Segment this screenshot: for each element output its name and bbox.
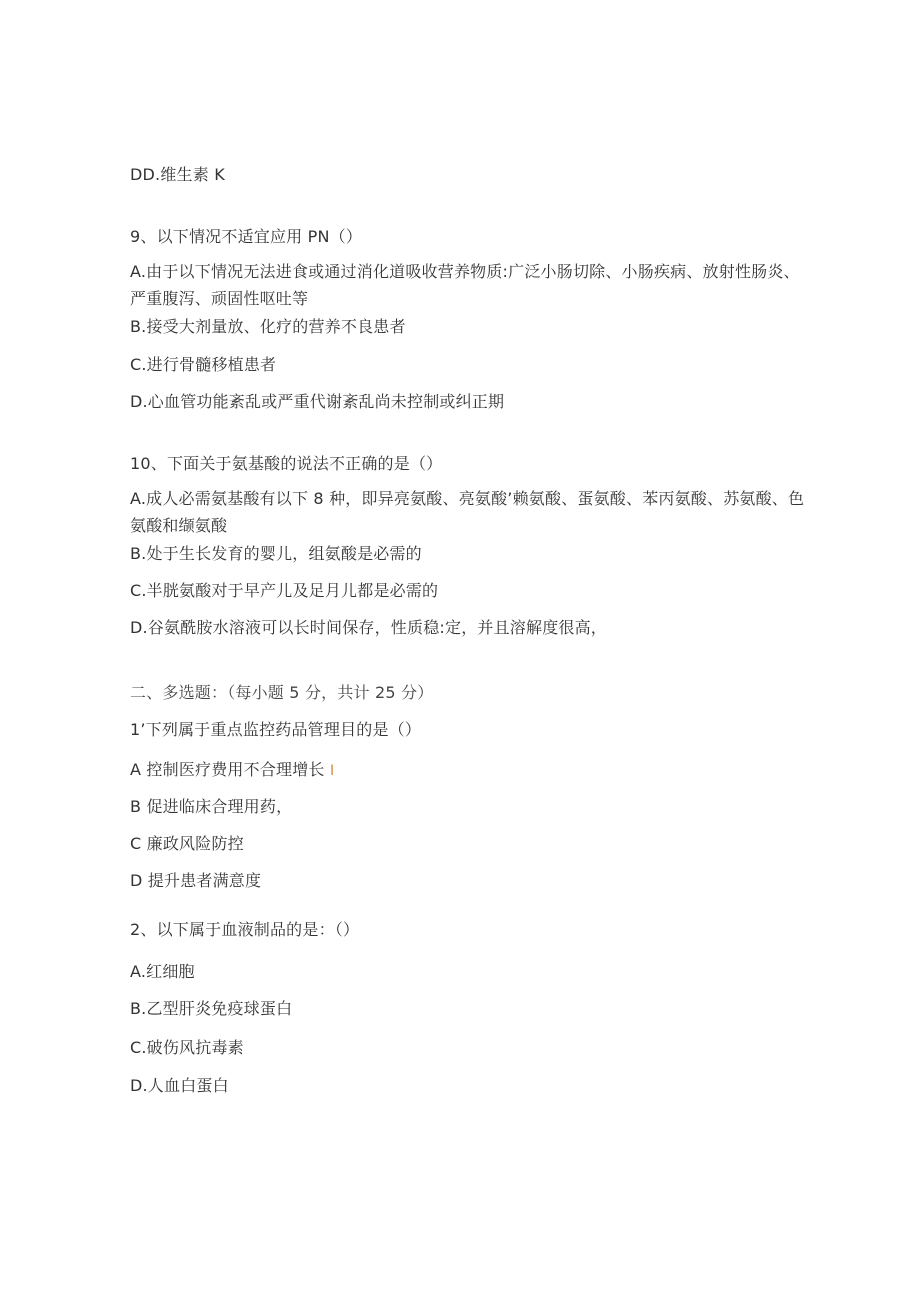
- question-9-option-c: C.进行骨髓移植患者: [130, 355, 277, 374]
- multi-question-1-option-a-row: [130, 759, 810, 782]
- question-10-option-a: A.成人必需氨基酸有以下 8 种，即异亮氨酸、亮氨酸’赖氨酸、蛋氨酸、苯丙氨酸、苏氨酸、色氨酸和缬氨酸: [130, 489, 805, 535]
- question-9-option-a: A.由于以下情况无法进食或通过消化道吸收营养物质:广泛小肠切除、小肠疾病、放射性肠炎、严重腹泻、顽固性呕吐等: [130, 262, 800, 308]
- multi-question-2-option-b: B.乙型肝炎免疫球蛋白: [130, 999, 293, 1018]
- section-2-heading: 二、多选题：（每小题 5 分，共计 25 分）: [130, 683, 434, 702]
- question-9: 9、以下情况不适宜应用 PN（）: [130, 227, 363, 246]
- text-cursor-mark: I: [329, 763, 335, 779]
- previous-question-option-d: DD.维生素 K: [130, 165, 225, 184]
- multi-question-1-option-d: D 提升患者满意度: [130, 871, 262, 890]
- question-10: 10、下面关于氨基酸的说法不正确的是（）: [130, 454, 443, 473]
- multi-question-2-option-a: A.红细胞: [130, 962, 195, 981]
- question-10-option-d: D.谷氨酰胺水溶液可以长时间保存，性质稳:定，并且溶解度很高，: [130, 618, 607, 637]
- multi-question-1: 1’下列属于重点监控药品管理目的是（）: [130, 720, 422, 739]
- multi-question-2-option-c: C.破伤风抗毒素: [130, 1038, 244, 1057]
- multi-question-2: 2、以下属于血液制品的是：（）: [130, 920, 360, 939]
- multi-question-2-option-d: D.人血白蛋白: [130, 1076, 229, 1095]
- question-10-option-c: C.半胱氨酸对于早产儿及足月儿都是必需的: [130, 581, 439, 600]
- question-9-option-d: D.心血管功能紊乱或严重代谢紊乱尚未控制或纠正期: [130, 392, 505, 411]
- question-9-option-b: B.接受大剂量放、化疗的营养不良患者: [130, 317, 406, 336]
- question-10-option-b: B.处于生长发育的婴儿，组氨酸是必需的: [130, 544, 422, 563]
- multi-question-1-option-c: C 廉政风险防控: [130, 834, 244, 853]
- multi-question-1-option-a: A 控制医疗费用不合理增长: [130, 760, 325, 779]
- multi-question-1-option-b: B 促进临床合理用药，: [130, 797, 293, 816]
